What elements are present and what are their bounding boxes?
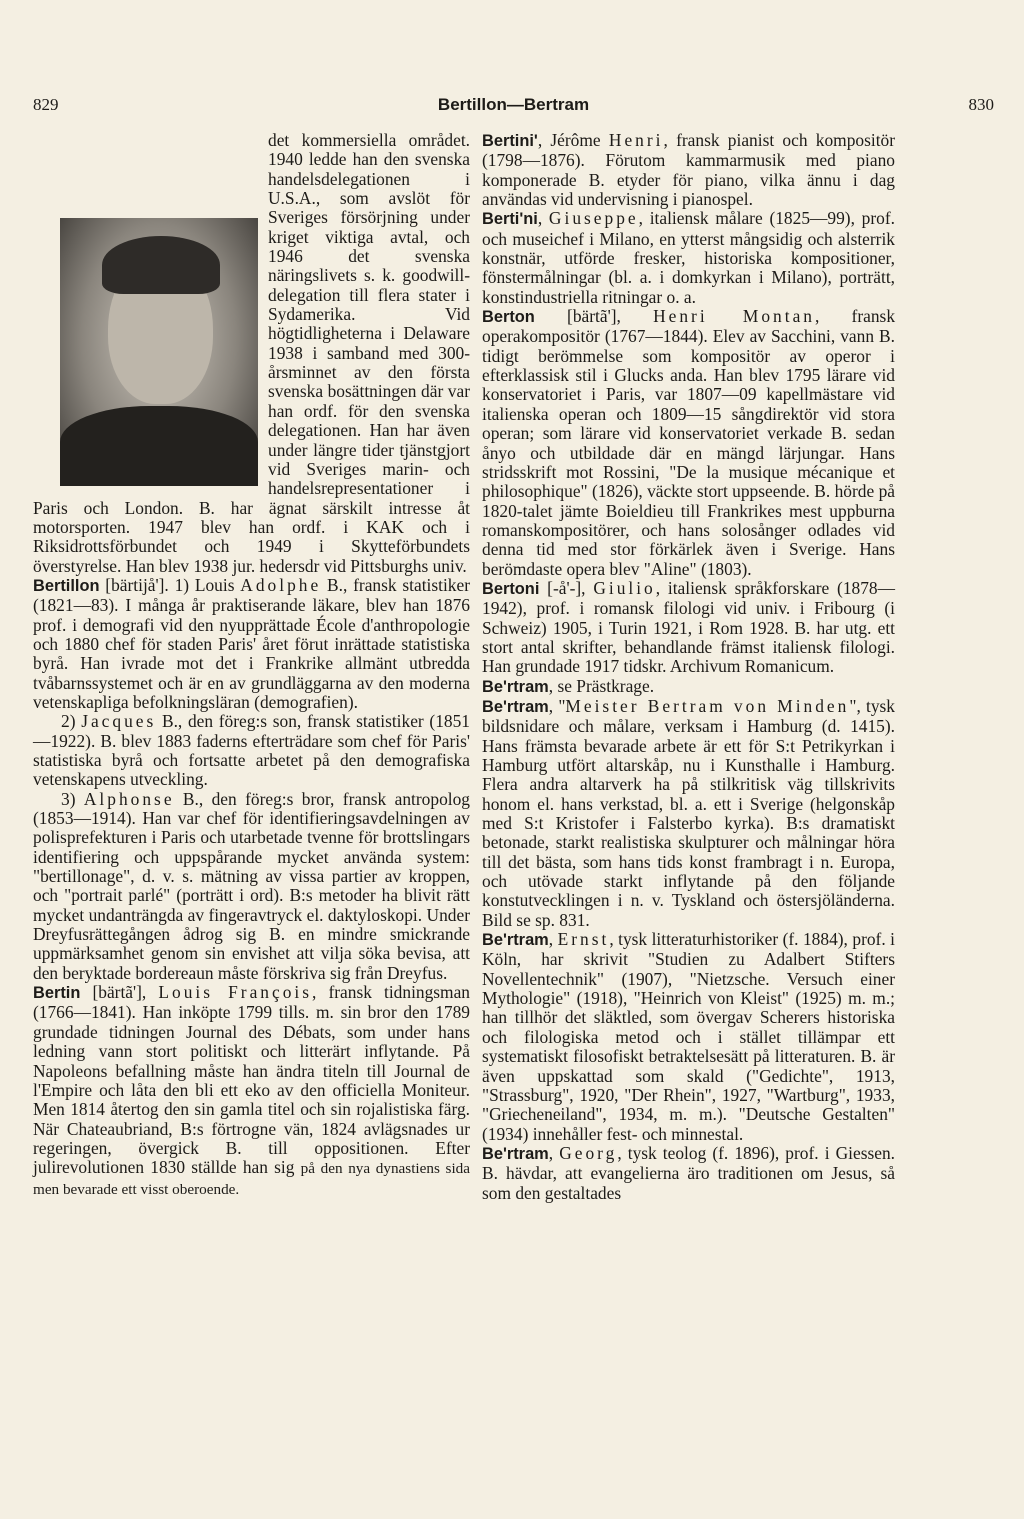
entry-bertram-3: Be'rtram, Ernst, tysk litteraturhistoriker (f. 1884), prof. i Köln, har skrivit "Studien zu Adalbert Stifters Novellentechnik" (1907), "Nietzsche. Versuch einer Mythologie" (1918), "Heinrich von Kleist" (1925) m. m.; han tillhör det släktled, som övergav Scherers historiska och filologiska metod och i stället tillämpar ett systematiskt filosofiskt betraktelsesätt på litteraturen. B. är även uppskattad som skald ("Gedichte", 1913, "Strassburg", 1920, "Der Rhein", 1927, "Wartburg", 1933, "Griecheneiland", 1934, m. m.). "Deutsche Gestalten" (1934) innehåller fest- och minnestal. xyxy=(482,929,895,1144)
headword-berton: Berton xyxy=(482,308,535,327)
headword-bertin: Bertin xyxy=(33,984,81,1003)
entry-bertini-henri: Bertini', Jérôme Henri, fransk pianist och kompositör (1798—1876). Förutom kammarmusik med piano komponerade B. etyder för piano, vilka ännu i dag användas vid undervisning i pianospel. xyxy=(482,130,896,210)
headword-bertram-2: Be'rtram xyxy=(482,697,549,716)
entry-berton: Berton [bärtã'], Henri Montan, fransk operakompositör (1767—1844). Elev av Sacchini, vann B. tidigt berömmelse som kompositör av operor i efterklassisk stil i Glucks anda. Han blev 1795 lärare vid konservatoriet i Paris, var 1807—09 kapellmästare vid italienska operan och 1809—15 sångdirektör vid stora operan; som lärare vid konservatoriet verkade B. sedan ånyo och utbildade där en mängd lärjungar. Hans stridsskrift mot Rossini, "De la musique mécanique et philosophique" (1826), väckte stort uppseende. B. hörde på 1820-talet jämte Boieldieu till Frankrikes mest uppburna romanskompositörer, och hans solosånger odlades vid denna tid med stor förkärlek även i Sverige. Hans berömdaste opera blev "Aline" (1803). xyxy=(482,306,896,579)
headword-bertoni: Bertoni xyxy=(482,579,540,598)
headword-bertini-2: Berti'ni xyxy=(482,210,538,229)
entry-bertin: Bertin [bärtã'], Louis François, fransk tidningsman (1766—1841). Han inköpte 1799 tills. m. sin bror den 1789 grundade tidningen Journal des Débats, som under hans ledning vann stort politiskt och litterärt inflytande. På Napoleons befallning måste han ändra titeln till Journal de l'Empire och låta den bli ett eko av den officiella Moniteur. Men 1814 återtog den sin gamla titel och sin rojalistiska färg. När Chateaubriand, B:s förtrogne vän, 1824 avlägsnades ur regeringen, övergick B. till oppositionen. Efter julirevolutionen 1830 ställde han sig på den nya dynastiens sida men bevarade ett visst oberoende. xyxy=(33,982,470,1198)
headword-bertram-1: Be'rtram xyxy=(482,677,549,696)
entry-continuation: det kommersiella området. 1940 ledde han den svenska handelsdelegationen i U.S.A., som avslöt för Sveriges försörjning under kriget viktiga avtal, och 1946 det svenska näringslivets s. k. goodwill-delegation till flera stater i Sydamerika. Vid högtidligheterna i Delaware 1938 i samband med 300-årsminnet av den första svenska bosättningen där var han ordf. för den svenska delegationen. Han har även under längre tider tjänstgjort vid Sveriges marin- och handelsrepresentationer i Paris och London. B. har ägnat särskilt intresse åt motorsporten. 1947 blev han ordf. i KAK och i Riksidrottsförbundet och 1949 i Skytteförbundets överstyrelse. Han blev 1938 jur. hedersdr vid Pittsburghs univ. xyxy=(33,130,470,576)
entry-bertram-4: Be'rtram, Georg, tysk teolog (f. 1896), prof. i Giessen. B. hävdar, att evangelierna äro traditionen om Jesus, så som den gestaltades xyxy=(482,1142,895,1203)
headword-bertram-3: Be'rtram xyxy=(482,931,549,950)
left-column xyxy=(33,131,470,1199)
entry-bertram-1: Be'rtram, se Prästkrage. xyxy=(482,675,655,696)
entry-bertini-giuseppe: Berti'ni, Giuseppe, italiensk målare (1825—99), prof. och museichef i Milano, en ytterst mångsidig och alsterrik konstnär, utförde fresker, historiska kompositioner, fönstermålningar (bl. a. i domkyrkan i Milano), porträtt, konstindustriella ritningar o. a. xyxy=(482,208,896,307)
running-title: Bertillon—Bertram xyxy=(437,95,590,114)
page-header xyxy=(33,95,994,121)
entry-bertoni: Bertoni [-å'-], Giulio, italiensk språkforskare (1878—1942), prof. i romansk filologi vid univ. i Fribourg (i Schweiz) 1905, i Turin 1921, i Rom 1928. B. har utg. ett stort antal skrifter, behandlande främst italiensk filologi. Han grundade 1917 tidskr. Archivum Romanicum. xyxy=(482,577,895,677)
headword-bertillon: Bertillon xyxy=(33,576,100,595)
right-column xyxy=(482,131,895,1203)
page-number-left: 829 xyxy=(33,95,59,114)
portrait-photo xyxy=(60,218,258,486)
headword-bertini: Bertini' xyxy=(482,132,538,150)
entry-bertillon: Bertillon [bärtijå']. 1) Louis Adolphe B., fransk statistiker (1821—83). I många år praktiserande läkare, blev han 1876 prof. i demografi vid den nyupprättade École d'anthropologie och 1880 chef för staden Paris' året förut inrättade statistiska byrå. Han ivrade mot det i Frankrike allmänt utbredda tvåbarnssystemet och är en av grundläggarna av den moderna vetenskapliga befolkningsläran (demografien). xyxy=(33,574,470,712)
entry-alphonse: 3) Alphonse B., den föreg:s bror, fransk antropolog (1853—1914). Han var chef för identifieringsavdelningen av polisprefekturen i Paris och utarbetade tvenne för brottslingars identifiering och uppspårande mycket använda system: "bertillonage", d. v. s. mätning av vissa partier av kroppen, och "portrait parlé" (porträtt i ord). B:s metoder ha blivit rätt mycket undanträngda av fingeravtryck el. daktyloskopi. Under Dreyfusrättegången ådrog sig B. en mindre smickrande uppmärksamhet genom sin envishet att vilja söka bevisa, att den beryktade bordereaun måste förskriva sig från Dreyfus. xyxy=(33,788,470,983)
entry-bertram-2: Be'rtram, "Meister Bertram von Minden", tysk bildsnidare och målare, verksam i Hamburg (d. 1415). Hans främsta bevarade arbete är ett för S:t Petrikyrkan i Hamburg utfört altarskåp, nu i Kunsthalle i Hamburg. Flera andra altarverk ha på stilkritisk väg tillskrivits honom el. hans verkstad, bl. a. ett i Sverige (helgonskåp med S:t Kristofer i Falsterbo kyrka). B:s dramatiskt betonade, starkt realistiska skulpturer och målningar höra till det bästa, som hans tids konst frambragt i n. Europa, och utövade starkt inflytande på den följande konstutvecklingen i n. v. Tyskland och östersjöländerna. Bild se sp. 831. xyxy=(482,695,895,930)
entry-jacques: 2) Jacques B., den föreg:s son, fransk statistiker (1851—1922). B. blev 1883 faderns efterträdare som chef för Paris' statistiska byrå och fortsatte arbetet på den demografiska vetenskapens utveckling. xyxy=(33,711,470,790)
headword-bertram-4: Be'rtram xyxy=(482,1144,549,1163)
page-number-right: 830 xyxy=(968,95,994,114)
